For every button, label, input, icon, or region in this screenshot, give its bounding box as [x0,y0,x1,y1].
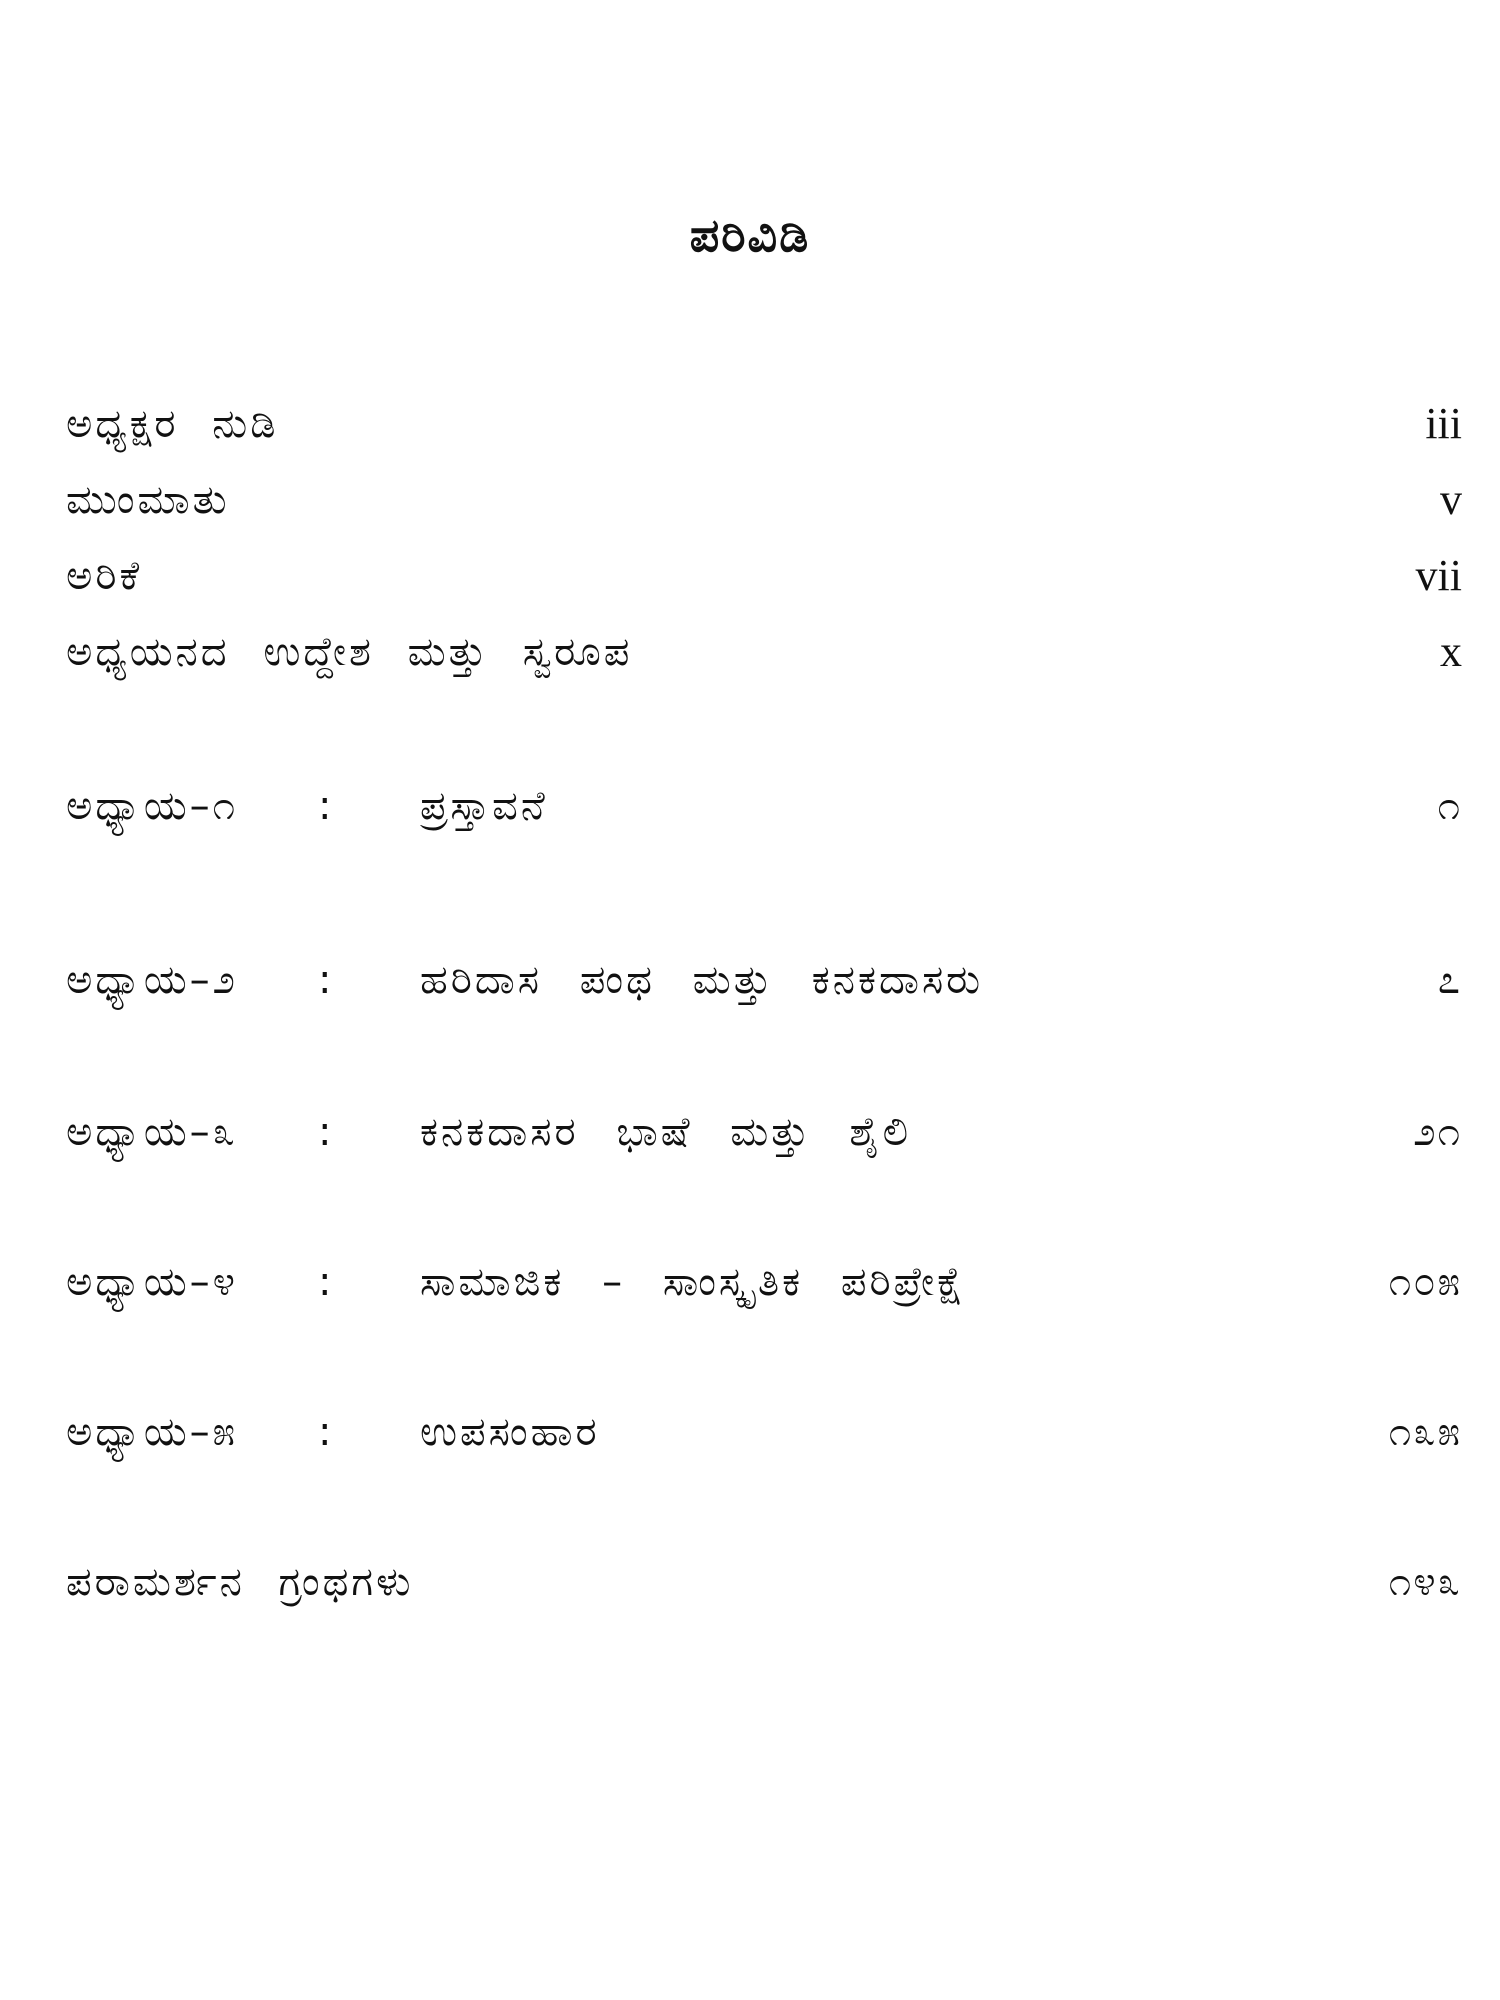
chapter-page: ೭ [1437,957,1462,1003]
toc-entry-title: ಅಧ್ಯಕ್ಷರ ನುಡಿ [66,401,279,447]
toc-entry-page: iii [1425,399,1462,448]
chapter-colon: : [318,1259,332,1305]
chapter-colon: : [318,1109,332,1155]
toc-entry-preface[interactable] [66,546,1462,606]
chapter-title: ಪ್ರಸ್ತಾವನೆ [420,783,548,829]
chapter-colon: : [318,783,332,829]
toc-entry-foreword[interactable] [66,470,1462,530]
toc-entry-title: ಅಧ್ಯಯನದ ಉದ್ದೇಶ ಮತ್ತು ಸ್ವರೂಪ [66,629,633,675]
chapter-colon: : [318,957,332,1003]
chapter-title: ಕನಕದಾಸರ ಭಾಷೆ ಮತ್ತು ಶೈಲಿ [420,1109,912,1155]
chapter-page: ೧ [1437,783,1462,829]
toc-entry-title: ಅರಿಕೆ [66,553,143,599]
chapter-page: ೨೧ [1413,1109,1462,1155]
toc-chapter-4[interactable] [66,1252,1462,1312]
chapter-label: ಅಧ್ಯಾಯ–೪ [66,1259,239,1305]
chapter-page: ೧೩೫ [1388,1409,1462,1455]
toc-entry-study-purpose[interactable] [66,622,1462,682]
chapter-title: ಸಾಮಾಜಿಕ – ಸಾಂಸ್ಕೃತಿಕ ಪರಿಪ್ರೇಕ್ಷೆ [420,1259,966,1305]
chapter-label: ಅಧ್ಯಾಯ–೫ [66,1409,239,1455]
toc-entry-page: x [1440,627,1462,676]
chapter-title: ಹರಿದಾಸ ಪಂಥ ಮತ್ತು ಕನಕದಾಸರು [420,957,984,1003]
toc-entry-bibliography[interactable] [66,1552,1462,1612]
toc-chapter-1[interactable] [66,776,1462,836]
page-title: ಪರಿವಿಡಿ [689,208,811,262]
chapter-label: ಅಧ್ಯಾಯ–೩ [66,1109,239,1155]
toc-chapter-3[interactable] [66,1102,1462,1162]
toc-entry-page: vii [1415,551,1462,600]
toc-entry-title: ಮುಂಮಾತು [66,477,230,523]
chapter-label: ಅಧ್ಯಾಯ–೧ [66,783,239,829]
toc-chapter-2[interactable] [66,950,1462,1010]
toc-chapter-5[interactable] [66,1402,1462,1462]
chapter-label: ಅಧ್ಯಾಯ–೨ [66,957,239,1003]
chapter-title: ಉಪಸಂಹಾರ [420,1409,600,1455]
toc-entry-title: ಪರಾಮರ್ಶನ ಗ್ರಂಥಗಳು [66,1559,414,1605]
chapter-page: ೧೦೫ [1388,1259,1462,1305]
toc-entry-page: v [1440,475,1462,524]
chapter-colon: : [318,1409,332,1455]
toc-entry-page: ೧೪೩ [1388,1559,1462,1605]
toc-entry-presidents-word[interactable] [66,394,1462,454]
